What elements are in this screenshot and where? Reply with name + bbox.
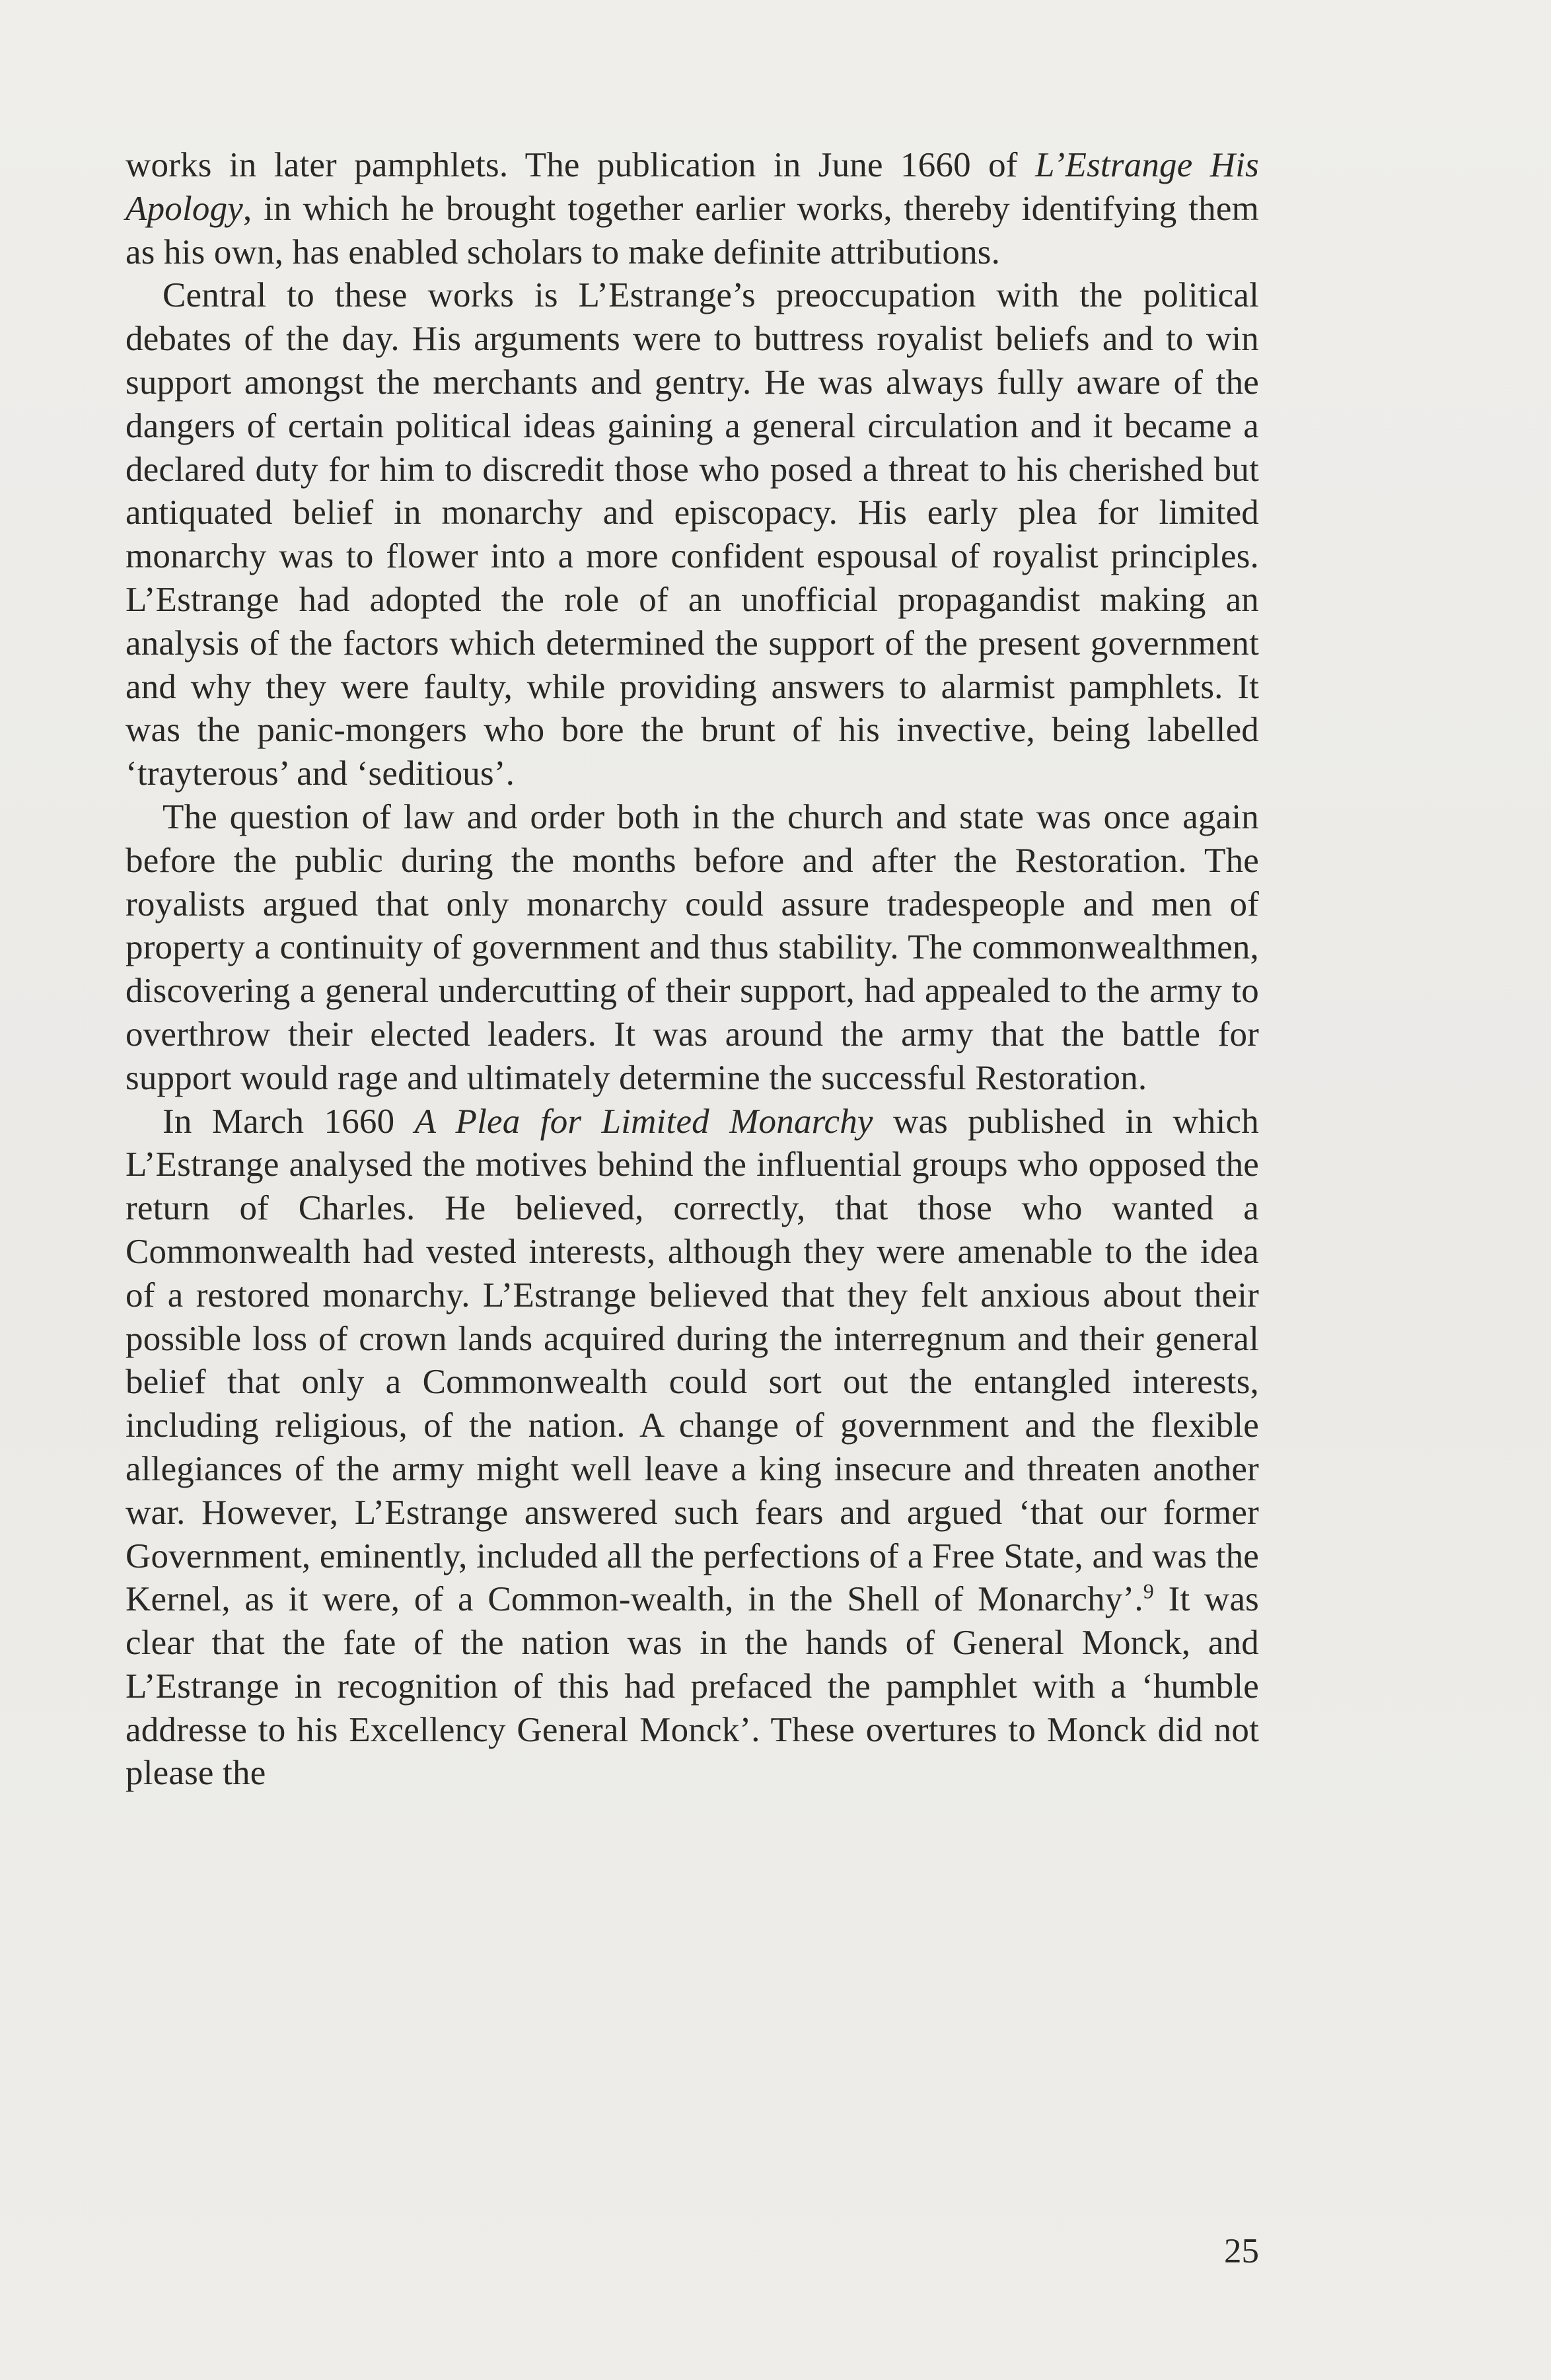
text-segment: works in later pamphlets. The publication in June 1660 of xyxy=(126,146,1035,184)
paragraph-1 xyxy=(126,144,1259,274)
paragraph-3 xyxy=(126,796,1259,1100)
paragraph-4 xyxy=(126,1100,1259,1796)
book-title-italic: L’Estrange His Apology xyxy=(126,146,1259,228)
paragraph-2 xyxy=(126,274,1259,796)
footnote-marker: 9 xyxy=(1143,1579,1154,1603)
text-segment: , in which he brought together earlier works, thereby identifying them as his own, has enabled scholars to make definite attributions. xyxy=(126,189,1259,271)
text-segment: was published in which L’Estrange analysed the motives behind the influential groups who opposed the return of Charles. He believed, correctly, that those who wanted a Commonwealth had vested interests, although they were amenable to the idea of a restored monarchy. L’Estrange believed that they felt anxious about their possible loss of crown lands acquired during the interregnum and their general belief that only a Commonwealth could sort out the entangled interests, including religious, of the nation. A change of government and the flexible allegiances of the army might well leave a king insecure and threaten another war. However, L’Estrange answered such fears and argued ‘that our former Government, eminently, included all the perfections of a Free State, and was the Kernel, as it were, of a Common-wealth, in the Shell of Monarchy’. xyxy=(126,1102,1259,1619)
text-segment: In March 1660 xyxy=(162,1102,415,1141)
book-title-italic: A Plea for Limited Monarchy xyxy=(414,1102,873,1141)
text-segment: The question of law and order both in the church and state was once again before the public during the months before and after the Restoration. The royalists argued that only monarchy could assure tradespeople and men of property a continuity of government and thus stability. The commonwealthmen, discovering a general undercutting of their support, had appealed to the army to overthrow their elected leaders. It was around the army that the battle for support would rage and ultimately determine the successful Restoration. xyxy=(126,797,1259,1097)
page-number: 25 xyxy=(1224,2232,1259,2270)
body-text xyxy=(126,144,1259,1795)
text-segment: It was clear that the fate of the nation was in the hands of General Monck, and L’Estrange in recognition of this had prefaced the pamphlet with a ‘humble addresse to his Excellency General Monck’. These overtures to Monck did not please the xyxy=(126,1580,1259,1793)
text-segment: Central to these works is L’Estrange’s preoccupation with the political debates of the day. His arguments were to buttress royalist beliefs and to win support amongst the merchants and gentry. He was always fully aware of the dangers of certain political ideas gaining a general circulation and it became a declared duty for him to discredit those who posed a threat to his cherished but antiquated belief in monarchy and episcopacy. His early plea for limited monarchy was to flower into a more confident espousal of royalist principles. L’Estrange had adopted the role of an unofficial propagandist making an analysis of the factors which determined the support of the present government and why they were faulty, while providing answers to alarmist pamphlets. It was the panic-mongers who bore the brunt of his invective, being labelled ‘trayterous’ and ‘seditious’. xyxy=(126,276,1259,793)
